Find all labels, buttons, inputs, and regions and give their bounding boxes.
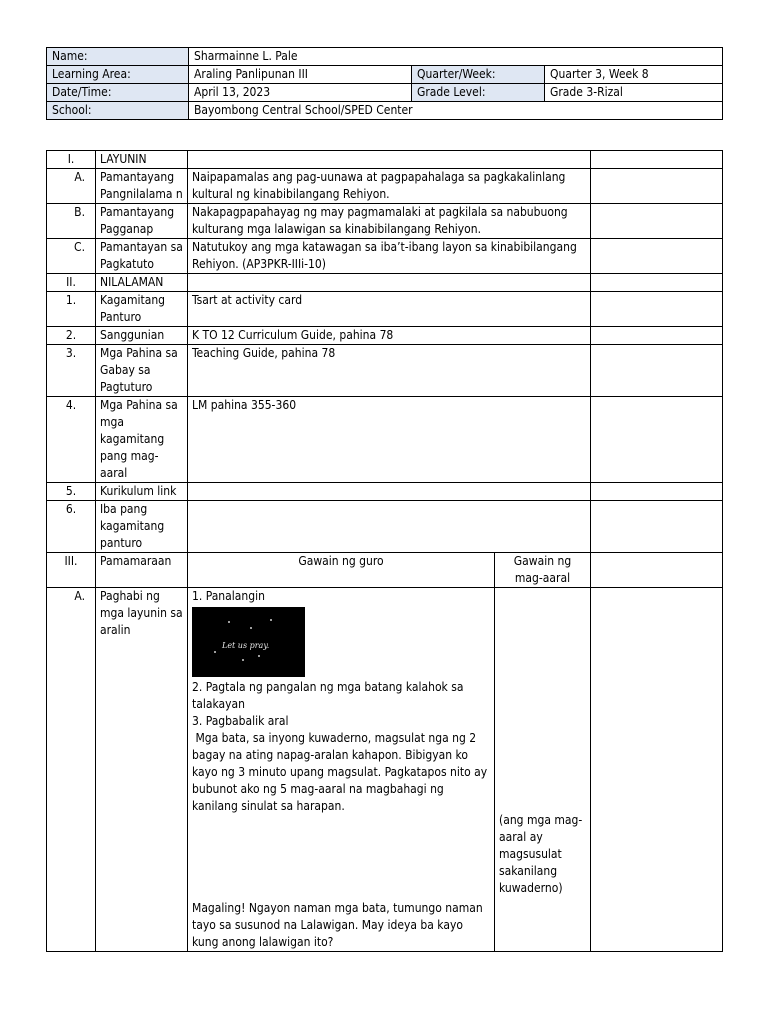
step-panalangin: 1. Panalangin (192, 589, 265, 603)
quarter-week-value: Quarter 3, Week 8 (545, 66, 723, 84)
school-value: Bayombong Central School/SPED Center (189, 102, 723, 120)
row-content: Naipapamalas ang pag-uunawa at pagpapahalaga sa pagkakalinlang kultural ng kinabibilangang Rehiyon. (188, 169, 591, 204)
prayer-image-caption: Let us pray. (222, 641, 270, 650)
step-pagbabalik-aral: 3. Pagbabalik aral (192, 714, 289, 728)
teacher-activity (188, 588, 495, 952)
row-number: 5. (47, 483, 96, 501)
section-nilalaman (47, 274, 723, 292)
section-title: LAYUNIN (96, 151, 188, 169)
quarter-week-label: Quarter/Week: (412, 66, 545, 84)
row-letter: A. (47, 169, 96, 204)
lesson-plan-table (46, 150, 723, 952)
section-number: II. (47, 274, 96, 292)
student-activity (495, 588, 591, 952)
row-content: Teaching Guide, pahina 78 (188, 345, 591, 397)
row-pamantayang-pangnilalaman (47, 169, 723, 204)
info-row-name (47, 48, 723, 66)
teacher-info-table (46, 47, 723, 120)
row-title: Iba pang kagamitang panturo (96, 501, 188, 553)
row-number: 4. (47, 397, 96, 483)
student-response: (ang mga mag-aaral ay magsusulat sakanilang kuwaderno) (499, 813, 583, 895)
row-content: Natutukoy ang mga katawagan sa iba’t-ibang layon sa kinabibilangang Rehiyon. (AP3PKR-IIIi-10) (188, 239, 591, 274)
teacher-activity-header: Gawain ng guro (188, 553, 495, 588)
section-number: III. (47, 553, 96, 588)
grade-level-value: Grade 3-Rizal (545, 84, 723, 102)
row-sanggunian (47, 327, 723, 345)
name-value: Sharmainne L. Pale (189, 48, 723, 66)
section-layunin (47, 151, 723, 169)
grade-level-label: Grade Level: (412, 84, 545, 102)
row-pamantayan-sa-pagkatuto (47, 239, 723, 274)
row-title: Pamantayang Pagganap (96, 204, 188, 239)
row-kagamitang-pang-mag-aaral (47, 397, 723, 483)
step-pagbabalik-aral-text: Mga bata, sa inyong kuwaderno, magsulat nga ng 2 bagay na ating napag-aralan kahapon. Bibigyan ko kayo ng 3 minuto upang magsulat. Pagkatapos nito ay bubunot ako ng 5 mag-aaral na magbahagi ng kanilang sinulat sa harapan. (192, 731, 491, 813)
school-label: School: (47, 102, 189, 120)
row-number: 2. (47, 327, 96, 345)
info-row-school (47, 102, 723, 120)
row-gabay-sa-pagtuturo (47, 345, 723, 397)
prayer-image (192, 607, 305, 677)
learning-area-label: Learning Area: (47, 66, 189, 84)
section-title: Pamamaraan (96, 553, 188, 588)
row-letter: C. (47, 239, 96, 274)
row-title: Pamantayang Pangnilalama n (96, 169, 188, 204)
step-pagtala: 2. Pagtala ng pangalan ng mga batang kalahok sa talakayan (192, 680, 464, 711)
section-title: NILALAMAN (96, 274, 188, 292)
date-time-label: Date/Time: (47, 84, 189, 102)
row-title: Pamantayan sa Pagkatuto (96, 239, 188, 274)
row-iba-pang-kagamitan (47, 501, 723, 553)
row-number: 6. (47, 501, 96, 553)
row-content: Tsart at activity card (188, 292, 591, 327)
row-content: K TO 12 Curriculum Guide, pahina 78 (188, 327, 591, 345)
student-activity-header: Gawain ng mag-aaral (495, 553, 591, 588)
row-paghabi-ng-layunin (47, 588, 723, 952)
row-title: Mga Pahina sa Gabay sa Pagtuturo (96, 345, 188, 397)
section-number: I. (47, 151, 96, 169)
section-pamamaraan (47, 553, 723, 588)
info-row-date (47, 84, 723, 102)
row-content: LM pahina 355-360 (188, 397, 591, 483)
row-letter: B. (47, 204, 96, 239)
row-pamantayang-pagganap (47, 204, 723, 239)
row-number: 3. (47, 345, 96, 397)
row-number: 1. (47, 292, 96, 327)
closing-prompt: Magaling! Ngayon naman mga bata, tumungo naman tayo sa susunod na Lalawigan. May ideya ba kayo kung anong lalawigan ito? (192, 901, 483, 949)
row-title: Sanggunian (96, 327, 188, 345)
row-kurikulum-link (47, 483, 723, 501)
row-content: Nakapagpapahayag ng may pagmamalaki at pagkilala sa nabubuong kulturang mga lalawigan sa kinabibilangang Rehiyon. (188, 204, 591, 239)
name-label: Name: (47, 48, 189, 66)
row-kagamitang-panturo (47, 292, 723, 327)
row-title: Mga Pahina sa mga kagamitang pang mag-aaral (96, 397, 188, 483)
info-row-area (47, 66, 723, 84)
row-title: Kagamitang Panturo (96, 292, 188, 327)
date-time-value: April 13, 2023 (189, 84, 412, 102)
row-letter: A. (47, 588, 96, 952)
row-title: Paghabi ng mga layunin sa aralin (96, 588, 188, 952)
row-title: Kurikulum link (96, 483, 188, 501)
learning-area-value: Araling Panlipunan III (189, 66, 412, 84)
